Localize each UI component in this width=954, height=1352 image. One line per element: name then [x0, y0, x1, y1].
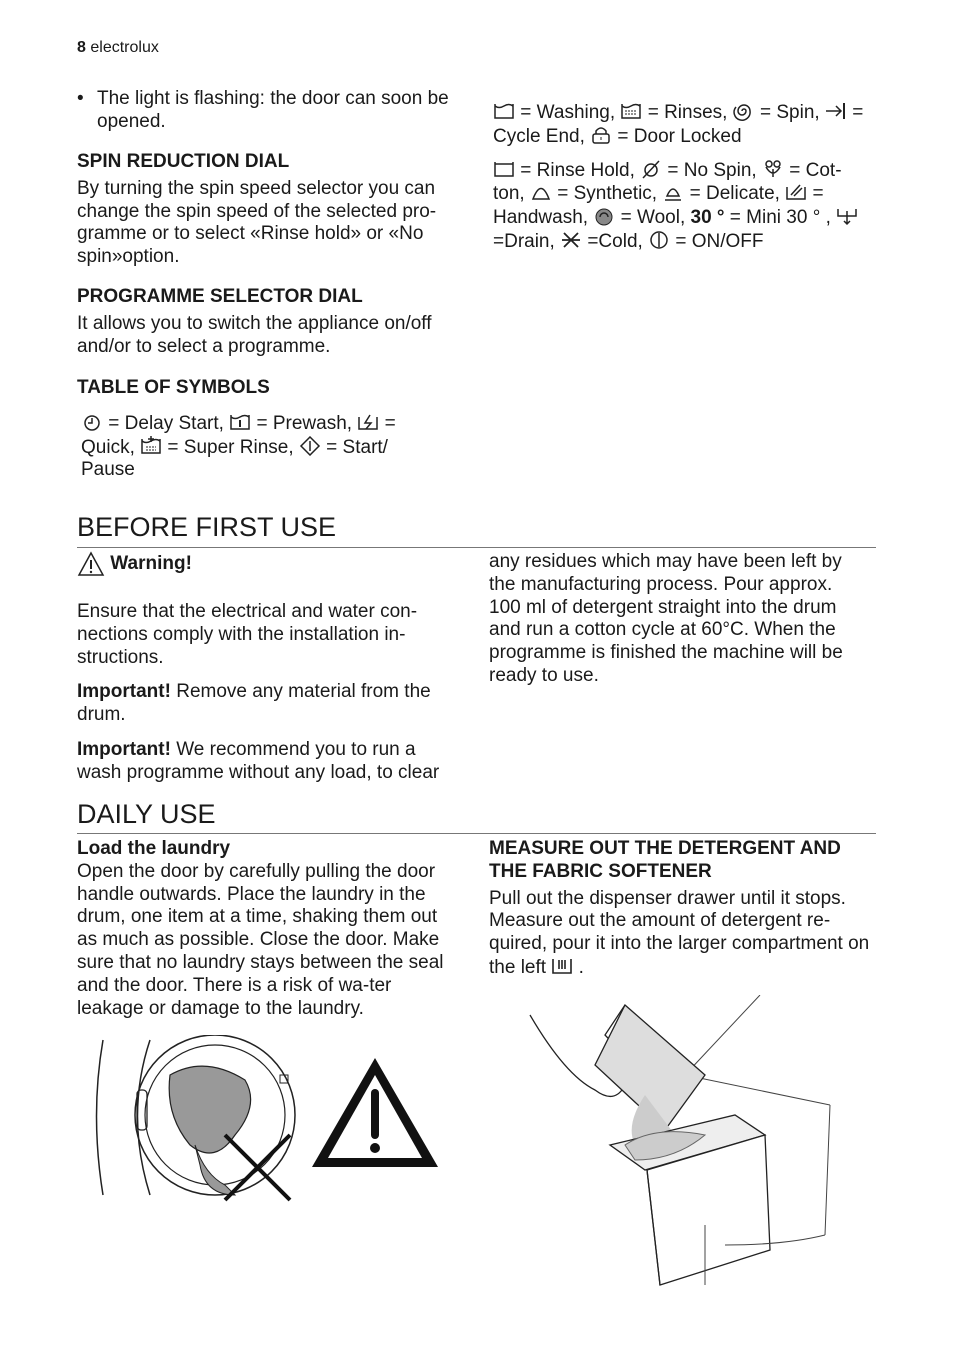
symbol-label: = Prewash,: [251, 412, 358, 434]
important-label: Important!: [77, 738, 171, 760]
brand: electrolux: [90, 39, 159, 56]
spin-icon: [733, 101, 755, 121]
warning-label: Warning!: [110, 553, 192, 574]
important-label: Important!: [77, 681, 171, 703]
page-number: 8: [77, 39, 86, 56]
programme-selector-section: [77, 286, 460, 358]
rinses-icon: [620, 101, 642, 121]
symbol-label: = Super Rinse,: [162, 436, 299, 458]
section-title-before-first-use: BEFORE FIRST USE: [77, 512, 337, 542]
symbol-bold-label: 30 °: [690, 207, 725, 229]
text: .: [573, 956, 584, 978]
symbol-label: = ON/OFF: [670, 230, 764, 252]
symbol-label: = Delay Start,: [103, 412, 230, 434]
detergent-compartment-icon: [551, 956, 573, 976]
cold-icon: [560, 230, 582, 250]
cycle-end-icon: [825, 101, 847, 121]
symbol-label: = Door Locked: [612, 125, 742, 147]
before-first-use-left: [77, 551, 462, 785]
no-spin-icon: [640, 159, 662, 179]
symbol-label: = Rinse Hold,: [515, 159, 641, 181]
divider: [77, 833, 876, 834]
section-heading: Load the laundry: [77, 838, 231, 859]
symbols-list-left: [81, 412, 422, 482]
door-locked-icon: [590, 125, 612, 145]
delay-start-icon: [81, 412, 103, 432]
section-body: Open the door by carefully pulling the door handle outwards. Place the laundry in the drum, one item at a time, shaking them out as much as possible. Close the door. Make sure that no laundry stays between the seal and the door. There is a risk of wa-ter leakage or damage to the laundry.: [77, 860, 444, 1019]
quick-icon: [357, 412, 379, 432]
section-heading: MEASURE OUT THE DETERGENT AND THE FABRIC SOFTENER: [489, 838, 841, 882]
dispenser-drawer-illustration: [525, 995, 835, 1290]
symbol-label: = Handwash,: [493, 183, 824, 229]
symbol-label: = Spin,: [754, 102, 825, 123]
divider: [77, 547, 876, 548]
symbol-label: = Cot-ton,: [493, 159, 842, 205]
symbol-label: = Cycle End,: [493, 102, 864, 147]
laundry-door-illustration: [95, 1035, 305, 1205]
symbol-label: = Delicate,: [684, 183, 786, 205]
section-heading: TABLE OF SYMBOLS: [77, 377, 270, 398]
symbol-label: = Wool,: [615, 207, 691, 229]
page-header: [77, 37, 159, 60]
delicate-icon: [662, 182, 684, 202]
paragraph: We recommend you to run a wash programme without any load, to clear: [77, 738, 440, 783]
cotton-icon: [762, 159, 784, 179]
section-heading: PROGRAMME SELECTOR DIAL: [77, 286, 363, 307]
section-body: Pull out the dispenser drawer until it stops. Measure out the amount of detergent re-quired, pour it into the larger compartment on the left: [489, 887, 870, 978]
warning-icon: [77, 551, 105, 577]
synthetic-icon: [530, 182, 552, 202]
section-body: It allows you to switch the appliance on/off and/or to select a programme.: [77, 312, 432, 357]
symbol-label: = No Spin,: [662, 159, 762, 181]
symbol-label: =Cold,: [582, 230, 649, 252]
table-of-symbols-section: [77, 377, 422, 482]
prewash-icon: [229, 412, 251, 432]
section-heading: SPIN REDUCTION DIAL: [77, 151, 290, 172]
symbol-label: = Synthetic,: [551, 183, 663, 205]
symbol-label: = Start/ Pause: [81, 436, 388, 481]
paragraph: Ensure that the electrical and water con-nections comply with the installation in-structions.: [77, 601, 418, 668]
washing-icon: [493, 101, 515, 121]
section-body: By turning the spin speed selector you can change the spin speed of the selected pro-gramme or to select «Rinse hold» or «No spin»option.: [77, 177, 437, 268]
symbol-label: = Rinses,: [642, 102, 733, 123]
symbol-label: = Quick,: [81, 412, 396, 458]
bullet-text: The light is flashing: the door can soon be opened.: [97, 88, 449, 132]
handwash-icon: [785, 182, 807, 202]
load-laundry-section: [77, 838, 462, 1020]
symbol-label: = Mini 30 ° ,: [724, 207, 837, 229]
symbol-label: = Washing,: [515, 102, 621, 123]
super-rinse-icon: [140, 436, 162, 456]
rinse-hold-icon: [493, 159, 515, 179]
drain-icon: [836, 206, 858, 226]
wool-icon: [593, 206, 615, 226]
bullet-item: • The light is flashing: the door can soon be opened.: [77, 88, 457, 134]
symbol-label: =Drain,: [493, 230, 561, 252]
on-off-icon: [648, 230, 670, 250]
symbols-list-right: [493, 101, 868, 254]
before-first-use-right: [489, 551, 869, 688]
paragraph: Remove any material from the drum.: [77, 681, 431, 726]
spin-reduction-section: [77, 151, 460, 269]
measure-detergent-section: [489, 838, 874, 980]
paragraph: any residues which may have been left by the manufacturing process. Pour approx. 100 ml of detergent straight into the drum and run a cotton cycle at 60°C. When the programme is finished the machine will be ready to use.: [489, 551, 843, 686]
warning-triangle-illustration: [310, 1055, 440, 1170]
start-pause-icon: [299, 436, 321, 456]
section-title-daily-use: DAILY USE: [77, 799, 216, 829]
